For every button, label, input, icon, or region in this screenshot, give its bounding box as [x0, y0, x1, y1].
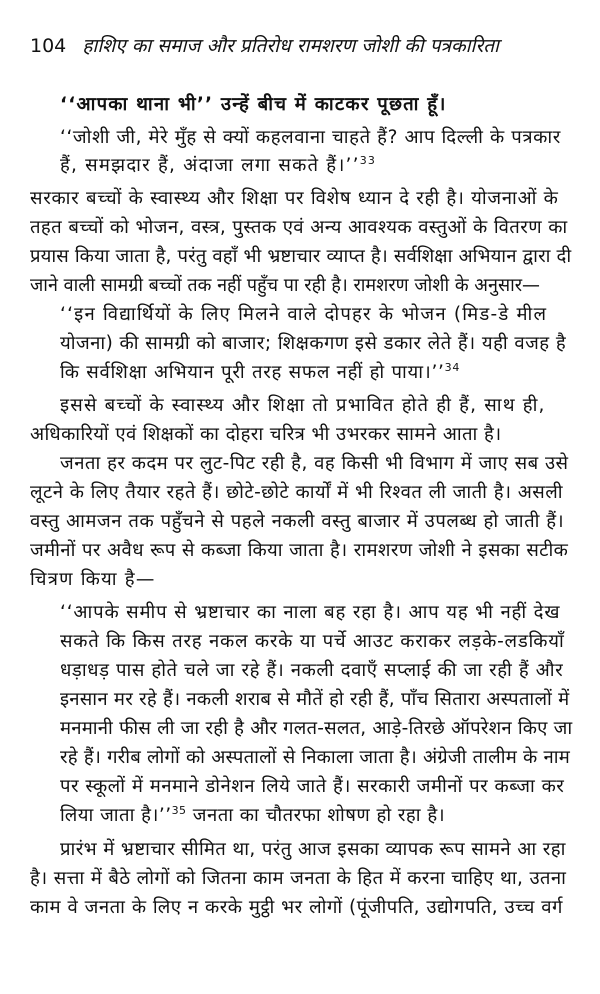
footnote-ref: 33	[359, 153, 377, 167]
text-line	[60, 330, 566, 355]
text-line	[60, 715, 572, 740]
line-text: ‘‘आपका थाना भी’’ उन्हें बीच में काटकर पूछता हूँ।	[60, 94, 447, 115]
text-line	[60, 802, 445, 827]
line-text: सकते कि किस तरह नकल करके या पर्चे आउट कराकर लड़के-लडकियाँ	[60, 631, 565, 652]
text-line	[60, 744, 570, 769]
line-text: काम वे जनता के लिए न करके मुट्ठी भर लोगों (पूंजीपति, उद्योगपति, उच्च वर्ग	[30, 897, 563, 918]
text-line	[30, 566, 156, 591]
text-line	[30, 865, 566, 890]
line-text: प्रारंभ में भ्रष्टाचार सीमित था, परंतु आज इसका व्यापक रूप सामने आ रहा	[60, 839, 566, 860]
line-text: लूटने के लिए तैयार रहते हैं। छोटे-छोटे कार्यों में भी रिश्वत ली जाती है। असली	[30, 482, 563, 503]
line-text: ‘‘जोशी जी, मेरे मुँह से क्यों कहलवाना चाहते हैं? आप दिल्ली के पत्रकार	[60, 127, 561, 148]
line-text: हैं, समझदार हैं, अंदाजा लगा सकते हैं।’’	[60, 155, 360, 176]
line-text: मनमानी फीस ली जा रही है और गलत-सलत, आड़े-तिरछे ऑपरेशन किए जा	[60, 718, 573, 739]
line-text: चित्रण किया है—	[30, 569, 156, 590]
line-text: रहे हैं। गरीब लोगों को अस्पतालों से निकाला जाता है। अंग्रेजी तालीम के नाम	[60, 747, 570, 768]
line-text: तहत बच्चों को भोजन, वस्त्र, पुस्तक एवं अन्य आवश्यक वस्तुओं के वितरण का	[30, 217, 568, 238]
line-text: इनसान मर रहे हैं। नकली शराब से मौतें हो रही हैं, पाँच सितारा अस्पतालों में	[60, 689, 570, 710]
line-text: वस्तु आमजन तक पहुँचने से पहले नकली वस्तु बाजार में उपलब्ध हो जाती हैं।	[30, 511, 565, 532]
text-line	[60, 450, 569, 475]
line-text: योजना) की सामग्री को बाजार; शिक्षकगण इसे डकार लेते हैं। यही वजह है	[60, 333, 567, 354]
line-text: जमीनों पर अवैध रूप से कब्जा किया जाता है। रामशरण जोशी ने इसका सटीक	[30, 540, 569, 561]
text-line	[30, 185, 559, 210]
text-line	[30, 479, 563, 504]
text-line	[60, 301, 547, 326]
text-line	[30, 508, 564, 533]
line-text: कि सर्वशिक्षा अभियान पूरी तरह सफल नहीं हो पाया।’’	[60, 362, 445, 383]
line-text: पर स्कूलों में मनमाने डोनेशन लिये जाते हैं। सरकारी जमीनों पर कब्जा कर	[60, 776, 565, 797]
line-text: सरकार बच्चों के स्वास्थ्य और शिक्षा पर विशेष ध्यान दे रही है। योजनाओं के	[30, 188, 559, 209]
line-text: जनता हर कदम पर लुट-पिट रही है, वह किसी भी विभाग में जाए सब उसे	[60, 453, 569, 474]
text-line	[30, 272, 540, 297]
text-line	[60, 686, 569, 711]
running-header	[30, 32, 575, 58]
line-text: धड़ाधड़ पास होते चले जा रहे हैं। नकली दवाएँ सप्लाई की जा रही हैं और	[60, 660, 564, 681]
text-line	[60, 628, 565, 653]
footnote-ref: 34	[444, 360, 461, 374]
text-line	[60, 392, 546, 417]
line-text: इससे बच्चों के स्वास्थ्य और शिक्षा तो प्रभावित होते ही हैं, साथ ही,	[60, 395, 546, 416]
text-line	[60, 599, 560, 624]
line-text: ‘‘आपके समीप से भ्रष्टाचार का नाला बह रहा है। आप यह भी नहीं देख	[60, 602, 561, 623]
text-line	[60, 657, 563, 682]
footnote-ref: 35	[171, 803, 187, 817]
text-line	[60, 836, 566, 861]
text-line	[30, 421, 502, 446]
text-line	[60, 91, 447, 116]
line-text-continued: जनता का चौतरफा शोषण हो रहा है।	[186, 805, 446, 826]
line-text: है। सत्ता में बैठे लोगों को जितना काम जनता के हित में करना चाहिए था, उतना	[30, 868, 567, 889]
text-line	[30, 243, 571, 268]
line-text: ‘‘इन विद्यार्थियों के लिए मिलने वाले दोपहर के भोजन (मिड-डे मील	[60, 304, 548, 325]
text-line	[60, 124, 561, 149]
text-line	[30, 894, 563, 919]
text-line	[60, 359, 460, 384]
line-text: अधिकारियों एवं शिक्षकों का दोहरा चरित्र भी उभरकर सामने आता है।	[30, 424, 502, 445]
text-line	[60, 773, 564, 798]
line-text: प्रयास किया जाता है, परंतु वहाँ भी भ्रष्टाचार व्याप्त है। सर्वशिक्षा अभियान द्वारा दी	[30, 246, 572, 267]
text-line	[30, 537, 568, 562]
running-title: हाशिए का समाज और प्रतिरोध रामशरण जोशी की पत्रकारिता	[82, 35, 499, 57]
text-line	[30, 214, 568, 239]
line-text: लिया जाता है।’’	[60, 805, 172, 826]
page-number: 104	[30, 35, 67, 57]
line-text: जाने वाली सामग्री बच्चों तक नहीं पहुँच पा रही है। रामशरण जोशी के अनुसार—	[30, 275, 540, 296]
text-line	[60, 152, 376, 177]
